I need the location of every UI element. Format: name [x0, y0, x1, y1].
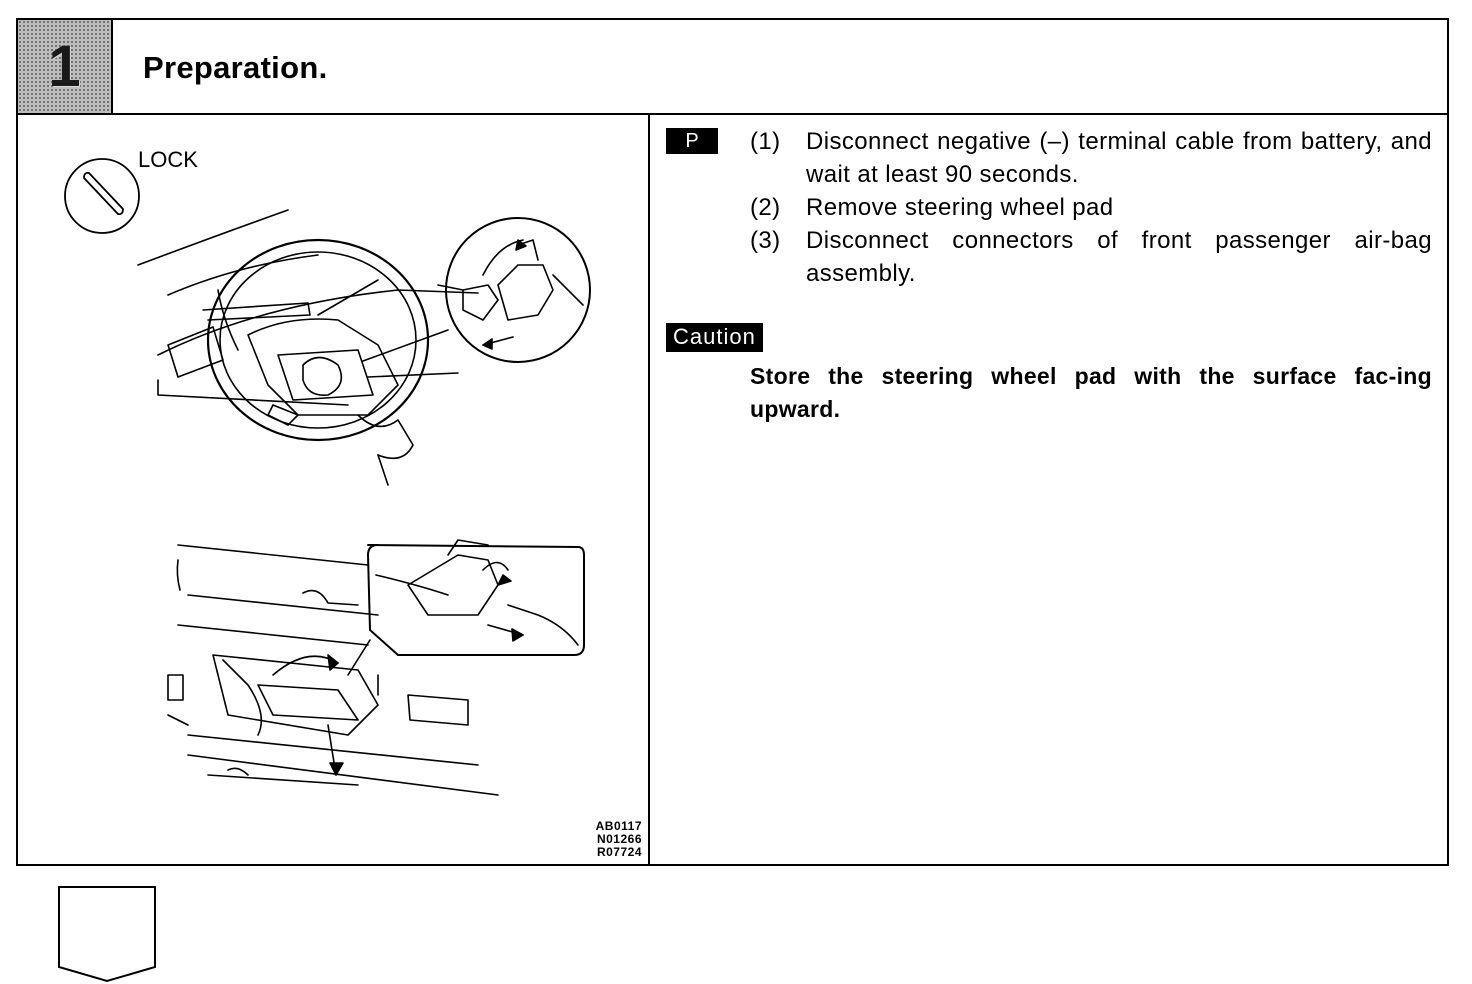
ignition-lock-icon	[65, 159, 139, 233]
step-item	[750, 125, 1432, 191]
procedure-frame	[16, 18, 1449, 866]
figure-code: R07724	[596, 845, 642, 859]
instructions-panel	[650, 115, 1447, 864]
step-item-number: (3)	[750, 227, 781, 254]
figure-code: N01266	[596, 832, 642, 846]
step-title: Preparation.	[143, 50, 328, 85]
step-list	[750, 125, 1432, 290]
step-item-number: (2)	[750, 194, 781, 221]
caution-tag: Caution	[666, 323, 763, 352]
passenger-airbag-connector-illustration	[168, 540, 584, 795]
step-item-text: Disconnect connectors of front passenger air-bag assembly.	[806, 227, 1432, 287]
lock-label: LOCK	[138, 147, 198, 172]
step-item	[750, 191, 1432, 224]
page-tab-marker-icon	[57, 883, 157, 983]
illustration-panel	[18, 115, 650, 864]
step-number-box	[18, 20, 113, 113]
step-item-text: Remove steering wheel pad	[806, 194, 1114, 221]
step-header	[18, 20, 1447, 115]
caution-text: Store the steering wheel pad with the surface fac-ing upward.	[750, 363, 1432, 422]
step-item-text: Disconnect negative (–) terminal cable from battery, and wait at least 90 seconds.	[806, 128, 1432, 188]
steering-wheel-illustration	[138, 210, 590, 485]
illustration-drawing	[18, 115, 648, 864]
step-item	[750, 224, 1432, 290]
figure-codes	[596, 820, 642, 859]
step-number: 1	[48, 34, 81, 99]
step-item-number: (1)	[750, 128, 781, 155]
figure-code: AB0117	[595, 819, 642, 833]
procedure-tag: P	[666, 128, 718, 154]
